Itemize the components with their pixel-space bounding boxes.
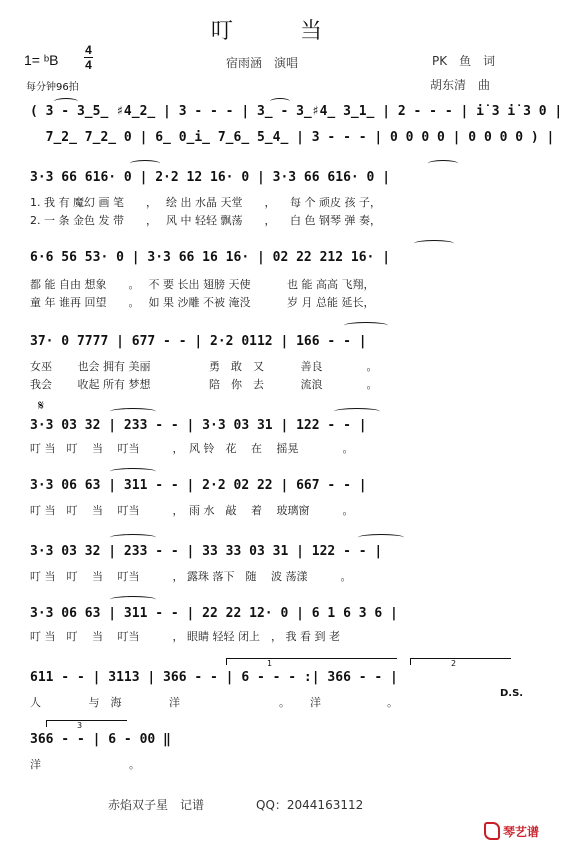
lyrics-line-7: 叮 当 叮 当 叮当 ， 眼睛 轻轻 闭上 ， 我 看 到 老 [30,630,340,643]
lyrics-line-1-verse-1: 1. 我 有 魔幻 画 笔 ， 绘 出 水晶 天堂 ， 每 个 顽皮 孩 子， [30,196,381,209]
time-signature-top: 4 [85,43,92,57]
notation-line-6: 3·3 03 32 | 233 - - | 33 33 03 31 | 122 - - | [30,544,383,559]
notation-line-4: 3·3 03 32 | 233 - - | 3·3 03 31 | 122 - - | [30,418,367,433]
slur-mark [344,322,388,329]
lyrics-line-1-verse-2: 2. 一 条 金色 发 带 ， 风 中 轻轻 飘荡 ， 白 色 钢琴 弹 奏， [30,214,381,227]
lyrics-line-8: 人 与 海 洋 。 洋 。 [30,696,398,709]
notation-intro-1: ( 3 - 3̲5̲ ♯4̲2̲ | 3 - - - | 3̲ - 3̲♯4̲ 3̲1̲ | 2 - - - | i̇ 3 i̇ 3 0 | [30,104,563,119]
lyrics-line-9: 洋 。 [30,758,140,771]
dal-segno-mark: D.S. [500,688,524,699]
lyrics-line-3-verse-2: 我会 收起 所有 梦想 陪 你 去 流浪 。 [30,378,378,391]
lyrics-line-2-verse-1: 都 能 自由 想象 。 不 要 长出 翅膀 天使 也 能 高高 飞翔， [30,278,375,291]
lyrics-line-5: 叮 当 叮 当 叮当 ， 雨 水 敲 着 玻璃窗 。 [30,504,354,517]
brand-name: 琴艺谱 [503,824,540,839]
slur-mark [110,468,156,475]
notation-intro-2: 7̲2̲ 7̲2̲ 0 | 6̲ 0̲i̲ 7̲6̲ 5̲4̲ | 3 - - - | 0 0 0 0 | 0 0 0 0 ) | [30,130,555,145]
segno-sign: 𝄋 [38,398,45,414]
notation-line-7: 3·3 06 63 | 311 - - | 22 22 12· 0 | 6 1 6 3 6 | [30,606,398,621]
transcriber-credit: 赤焰双子星 记谱 [108,798,205,812]
volta-number: 1 [267,659,273,668]
lyrics-line-4: 叮 当 叮 当 叮当 ， 风 铃 花 在 摇晃 。 [30,442,354,455]
song-title: 叮 当 [211,19,352,44]
slur-mark [110,596,156,603]
notation-line-8: 611 - - | 3113 | 366 - - | 6 - - - :| 366 - - | [30,670,398,685]
time-signature [84,44,93,71]
lyrics-line-6: 叮 当 叮 当 叮当 ， 露珠 落下 随 波 荡漾 。 [30,570,352,583]
brand-logo-icon [484,822,500,840]
contact-qq: QQ：2044163112 [256,798,364,812]
notation-line-2: 6·6 56 53· 0 | 3·3 66 16 16· | 02 22 212 16· | [30,250,391,265]
slur-mark [414,240,454,247]
composer-credit: 胡东清 曲 [430,78,491,92]
volta-bracket-1 [226,658,397,668]
time-signature-bottom: 4 [85,58,92,72]
key-signature: 1= ᵇB [24,52,59,68]
volta-number: 2 [451,659,457,668]
brand-logo[interactable] [484,822,539,840]
singer-credit: 宿雨涵 演唱 [226,56,299,70]
notation-line-1: 3·3 66 616· 0 | 2·2 12 16· 0 | 3·3 66 616· 0 | [30,170,391,185]
notation-line-9: 366 - - | 6 - 00 ‖ [30,732,171,747]
volta-bracket-3 [46,720,127,730]
notation-line-3: 37· 0 7777 | 677 - - | 2·2 0112 | 166 - - | [30,334,367,349]
lyrics-line-3-verse-1: 女巫 也会 拥有 美丽 勇 敢 又 善良 。 [30,360,378,373]
slur-mark [110,534,156,541]
slur-mark [130,160,160,167]
slur-mark [358,534,404,541]
slur-mark [110,408,156,415]
volta-bracket-2 [410,658,511,668]
lyrics-line-2-verse-2: 童 年 谁再 回望 。 如 果 沙雕 不被 淹没 岁 月 总能 延长， [30,296,375,309]
tempo-marking: 每分钟96拍 [26,82,79,93]
volta-number: 3 [77,721,83,730]
notation-line-5: 3·3 06 63 | 311 - - | 2·2 02 22 | 667 - - | [30,478,367,493]
slur-mark [428,160,458,167]
lyricist-credit: PK 鱼 词 [432,54,496,68]
slur-mark [334,408,380,415]
